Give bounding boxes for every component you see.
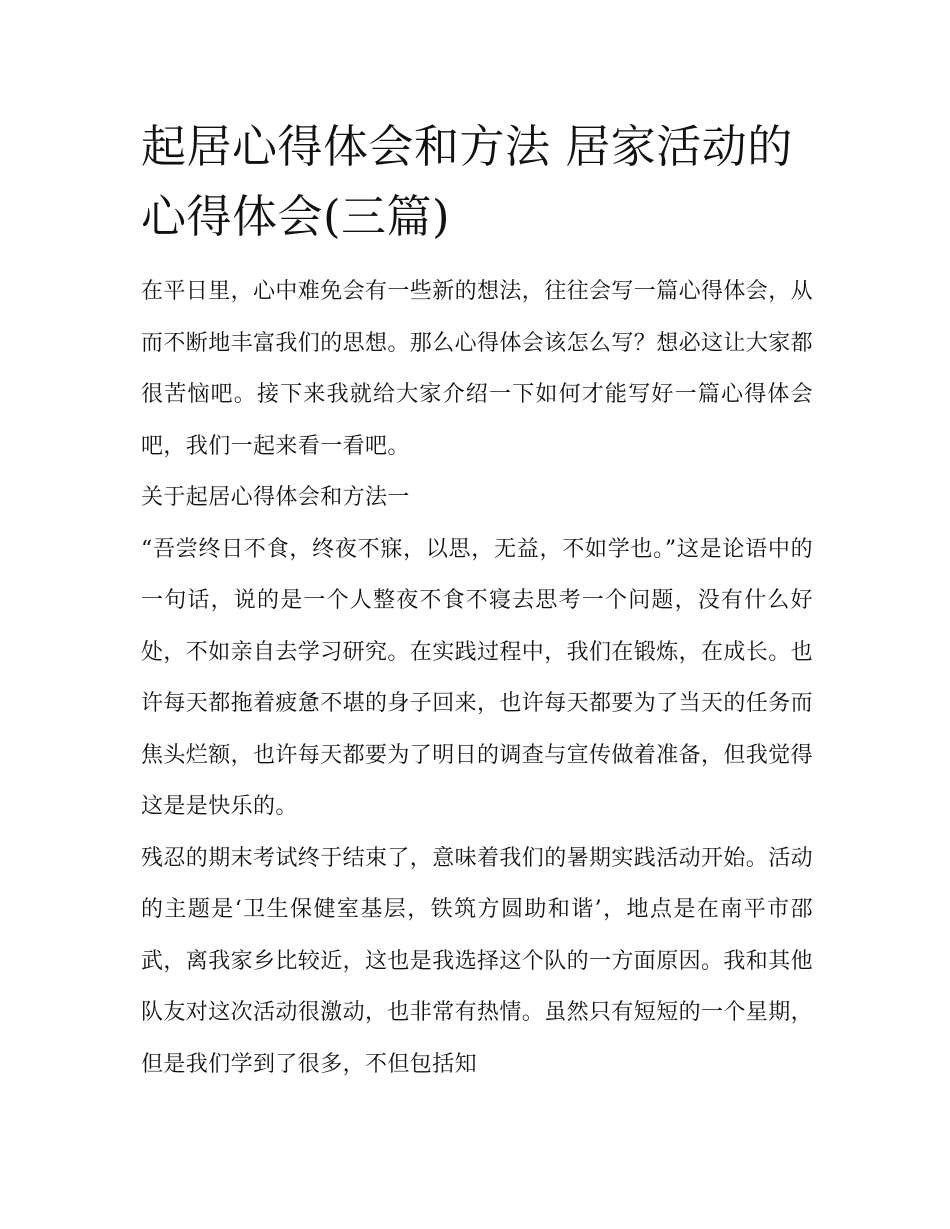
document-content	[141, 112, 813, 1090]
document-body	[141, 266, 813, 1090]
paragraph-activity: 残忍的期末考试终于结束了，意味着我们的暑期实践活动开始。活动的主题是‘卫生保健室基层，铁筑方圆助和谐’，地点是在南平市邵武，离我家乡比较近，这也是我选择这个队的一方面原因。我和其他队友对这次活动很激动，也非常有热情。虽然只有短短的一个星期，但是我们学到了很多，不但包括知	[141, 845, 814, 1077]
paragraph-quote: “吾尝终日不食，终夜不寐，以思，无益，不如学也。”这是论语中的一句话，说的是一个人整夜不食不寝去思考一个问题，没有什么好处，不如亲自去学习研究。在实践过程中，我们在锻炼，在成长。也许每天都拖着疲惫不堪的身子回来，也许每天都要为了当天的任务而焦头烂额，也许每天都要为了明日的调查与宣传做着准备，但我觉得这是是快乐的。	[141, 536, 814, 819]
section-heading: 关于起居心得体会和方法一	[141, 485, 410, 510]
document-title: 起居心得体会和方法 居家活动的心得体会(三篇)	[141, 120, 793, 243]
paragraph-intro: 在平日里，心中难免会有一些新的想法，往往会写一篇心得体会，从而不断地丰富我们的思想。那么心得体会该怎么写？想必这让大家都很苦恼吧。接下来我就给大家介绍一下如何才能写好一篇心得体会吧，我们一起来看一看吧。	[141, 279, 814, 459]
